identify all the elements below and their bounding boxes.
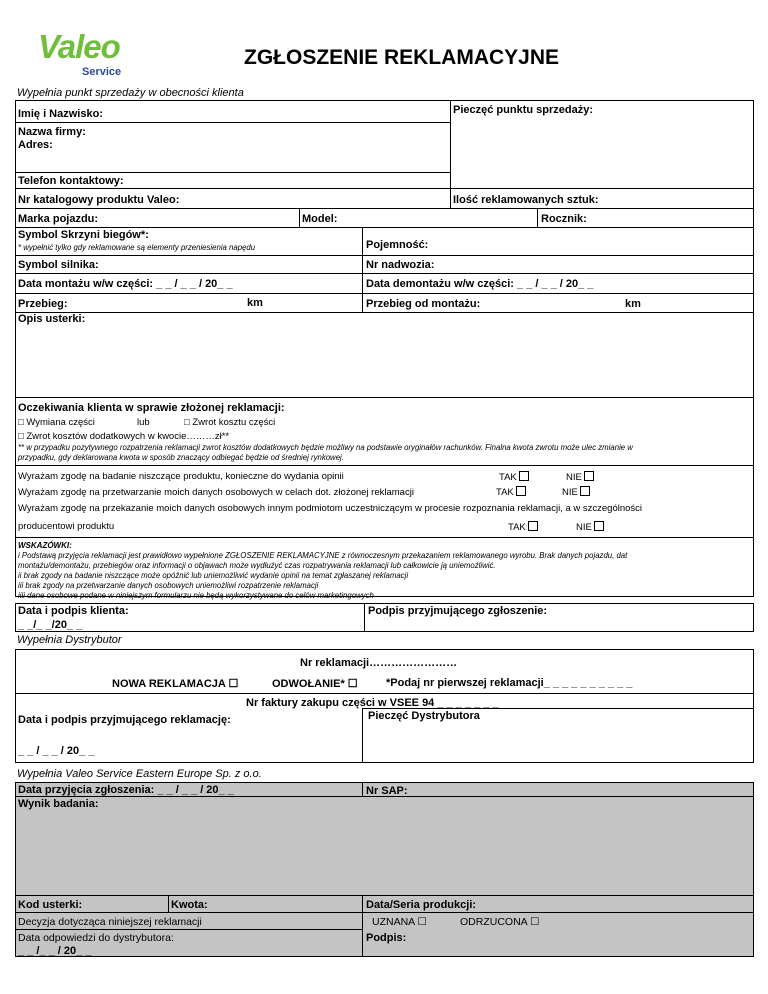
notes-title: WSKAZÓWKI: (18, 541, 72, 550)
checkbox-icon[interactable] (594, 521, 604, 531)
label-engine: Symbol silnika: (18, 259, 99, 271)
consent-destructive-test: Wyrażam zgodę na badanie niszczące produktu, konieczne do wydania opinii (18, 471, 344, 482)
label-reply-date: Data odpowiedzi do dystrybutora: (18, 932, 174, 944)
checkbox-icon[interactable] (516, 486, 526, 496)
label-gearbox: Symbol Skrzyni biegów*: (18, 229, 149, 241)
checkbox-icon[interactable] (584, 471, 594, 481)
label-body-number: Nr nadwozia: (366, 259, 435, 271)
label-sap-number: Nr SAP: (366, 785, 408, 797)
label-mileage-since: Przebieg od montażu: (366, 298, 481, 310)
reply-date-value: _ _ /_ _ / 20_ _ (18, 945, 92, 957)
consent-data-processing: Wyrażam zgodę na przetwarzanie moich danych osobowych w celach dot. złożonej reklamacji (18, 487, 414, 498)
consent2-yes[interactable]: TAK (496, 486, 526, 498)
label-fault-code: Kod usterki: (18, 899, 83, 911)
distributor-date: _ _ / _ _ / 20_ _ (18, 745, 95, 757)
label-receiver-signature: Podpis przyjmującego zgłoszenie: (368, 605, 548, 617)
label-year: Rocznik: (541, 213, 587, 225)
label-km-1: km (247, 297, 263, 309)
label-phone: Telefon kontaktowy: (18, 175, 124, 187)
label-model: Model: (302, 213, 338, 225)
accepted-checkbox[interactable]: UZNANA ☐ (372, 916, 427, 928)
label-capacity: Pojemność: (366, 239, 429, 251)
checkbox-icon[interactable] (519, 471, 529, 481)
note-iiii: iiii dane osobowe podane w niniejszym formularzu nie będą wykorzystywane do celów marketingowych (18, 591, 374, 600)
label-catalog-number: Nr katalogowy produktu Valeo: (18, 194, 180, 206)
note-ii: ii brak zgody na badanie niszczące może opóźnić lub uniemożliwić wydanie opinii na temat zgłaszanej reklamacji (18, 571, 409, 580)
consent3-no[interactable]: NIE (576, 521, 604, 533)
label-test-result: Wynik badania: (18, 798, 99, 810)
rejected-checkbox[interactable]: ODRZUCONA ☐ (460, 916, 540, 928)
label-name: Imię i Nazwisko: (18, 108, 103, 120)
valeo-logo (38, 26, 148, 84)
logo-text: Valeo (38, 28, 120, 65)
label-claim-number: Nr reklamacji…………………… (300, 657, 458, 669)
consent1-no[interactable]: NIE (566, 471, 594, 483)
expectations-note-1: ** w przypadku pozytywnego rozpatrzenia reklamacji zwrot kosztów dodatkowych będzie możliwy na podstawie oryginałów rachunków. Finalna kwota zwrotu może ulec zmianie w (18, 443, 633, 452)
expectations-note-2: przypadku, gdy deklarowana kwota w sposób znaczący odbiegać będzie od średniej rynkowej. (18, 453, 344, 462)
label-invoice-number: Nr faktury zakupu części w VSEE 94 _ _ _ _ _ _ _ (246, 697, 499, 709)
client-signature-date: _ _/_ _/20_ _ (18, 619, 83, 631)
option-or: lub (137, 417, 150, 428)
label-client-signature: Data i podpis klienta: (18, 605, 129, 617)
label-company: Nazwa firmy: (18, 126, 86, 138)
gearbox-note: * wypełnić tylko gdy reklamowane są elementy przeniesienia napędu (18, 243, 256, 252)
label-amount: Kwota: (171, 899, 208, 911)
valeo-section (15, 782, 754, 957)
label-mount-date: Data montażu w/w części: _ _ / _ _ / 20_ _ (18, 278, 233, 290)
new-claim-checkbox[interactable]: NOWA REKLAMACJA ☐ (112, 678, 239, 690)
label-vehicle-make: Marka pojazdu: (18, 213, 99, 225)
label-km-2: km (625, 298, 641, 310)
consent-data-transfer: Wyrażam zgodę na przekazanie moich danych osobowych innym podmiotom uczestniczącym w procesie rozpoznania reklamacji, a w szczególności (18, 503, 643, 514)
note-iii: iii brak zgody na przetwarzanie danych osobowych uniemożliwi rozpatrzenie reklamacji (18, 581, 319, 590)
consent2-no[interactable]: NIE (562, 486, 590, 498)
shop-section (15, 100, 754, 597)
label-mileage: Przebieg: (18, 298, 68, 310)
page-title: ZGŁOSZENIE REKLAMACYJNE (244, 46, 560, 69)
label-address: Adres: (18, 139, 53, 151)
label-shop-stamp: Pieczęć punktu sprzedaży: (453, 104, 593, 116)
label-quantity: Ilość reklamowanych sztuk: (453, 194, 599, 206)
option-extra-costs[interactable]: □ Zwrot kosztów dodatkowych w kwocie………zł** (18, 431, 230, 442)
label-first-claim-number: *Podaj nr pierwszej reklamacji_ _ _ _ _ _ _ _ _ _ (386, 677, 633, 689)
consent3-yes[interactable]: TAK (508, 521, 538, 533)
label-distributor-stamp: Pieczęć Dystrybutora (368, 710, 480, 722)
label-signature: Podpis: (366, 932, 407, 944)
label-report-date: Data przyjęcia zgłoszenia: _ _ / _ _ / 20_ _ (18, 784, 234, 796)
label-defect: Opis usterki: (18, 313, 86, 325)
section-caption-distributor: Wypełnia Dystrybutor (17, 634, 122, 646)
section-caption-shop: Wypełnia punkt sprzedaży w obecności klienta (17, 87, 244, 99)
label-distributor-signature: Data i podpis przyjmującego reklamację: (18, 714, 231, 726)
note-i-2: montażu/demontażu, przebiegów oraz informacji o objawach może wydłużyć czas rozpatrywania reklamacji lub całkowicie ją uniemożliwić. (18, 561, 496, 570)
appeal-checkbox[interactable]: ODWOŁANIE* ☐ (272, 678, 358, 690)
section-caption-valeo: Wypełnia Valeo Service Eastern Europe Sp. z o.o. (17, 768, 262, 780)
option-refund-part[interactable]: □ Zwrot kosztu części (184, 417, 276, 428)
option-replace-part[interactable]: □ Wymiana części (18, 417, 95, 428)
consent1-yes[interactable]: TAK (499, 471, 529, 483)
label-expectations: Oczekiwania klienta w sprawie złożonej reklamacji: (18, 402, 285, 414)
label-dismount-date: Data demontażu w/w części: _ _ / _ _ / 20_ _ (366, 278, 594, 290)
label-production-batch: Data/Seria produkcji: (366, 899, 477, 911)
note-i: i Podstawą przyjęcia reklamacji jest prawidłowo wypełnione ZGŁOSZENIE REKLAMACYJNE z równoczesnym przekazaniem reklamowanego wyrobu. Brak danych pojazdu, dat (18, 551, 628, 560)
checkbox-icon[interactable] (580, 486, 590, 496)
label-decision: Decyzja dotycząca niniejszej reklamacji (18, 916, 202, 928)
checkbox-icon[interactable] (528, 521, 538, 531)
logo-sub: Service (82, 66, 122, 78)
consent-data-transfer-2: producentowi produktu (18, 521, 115, 532)
